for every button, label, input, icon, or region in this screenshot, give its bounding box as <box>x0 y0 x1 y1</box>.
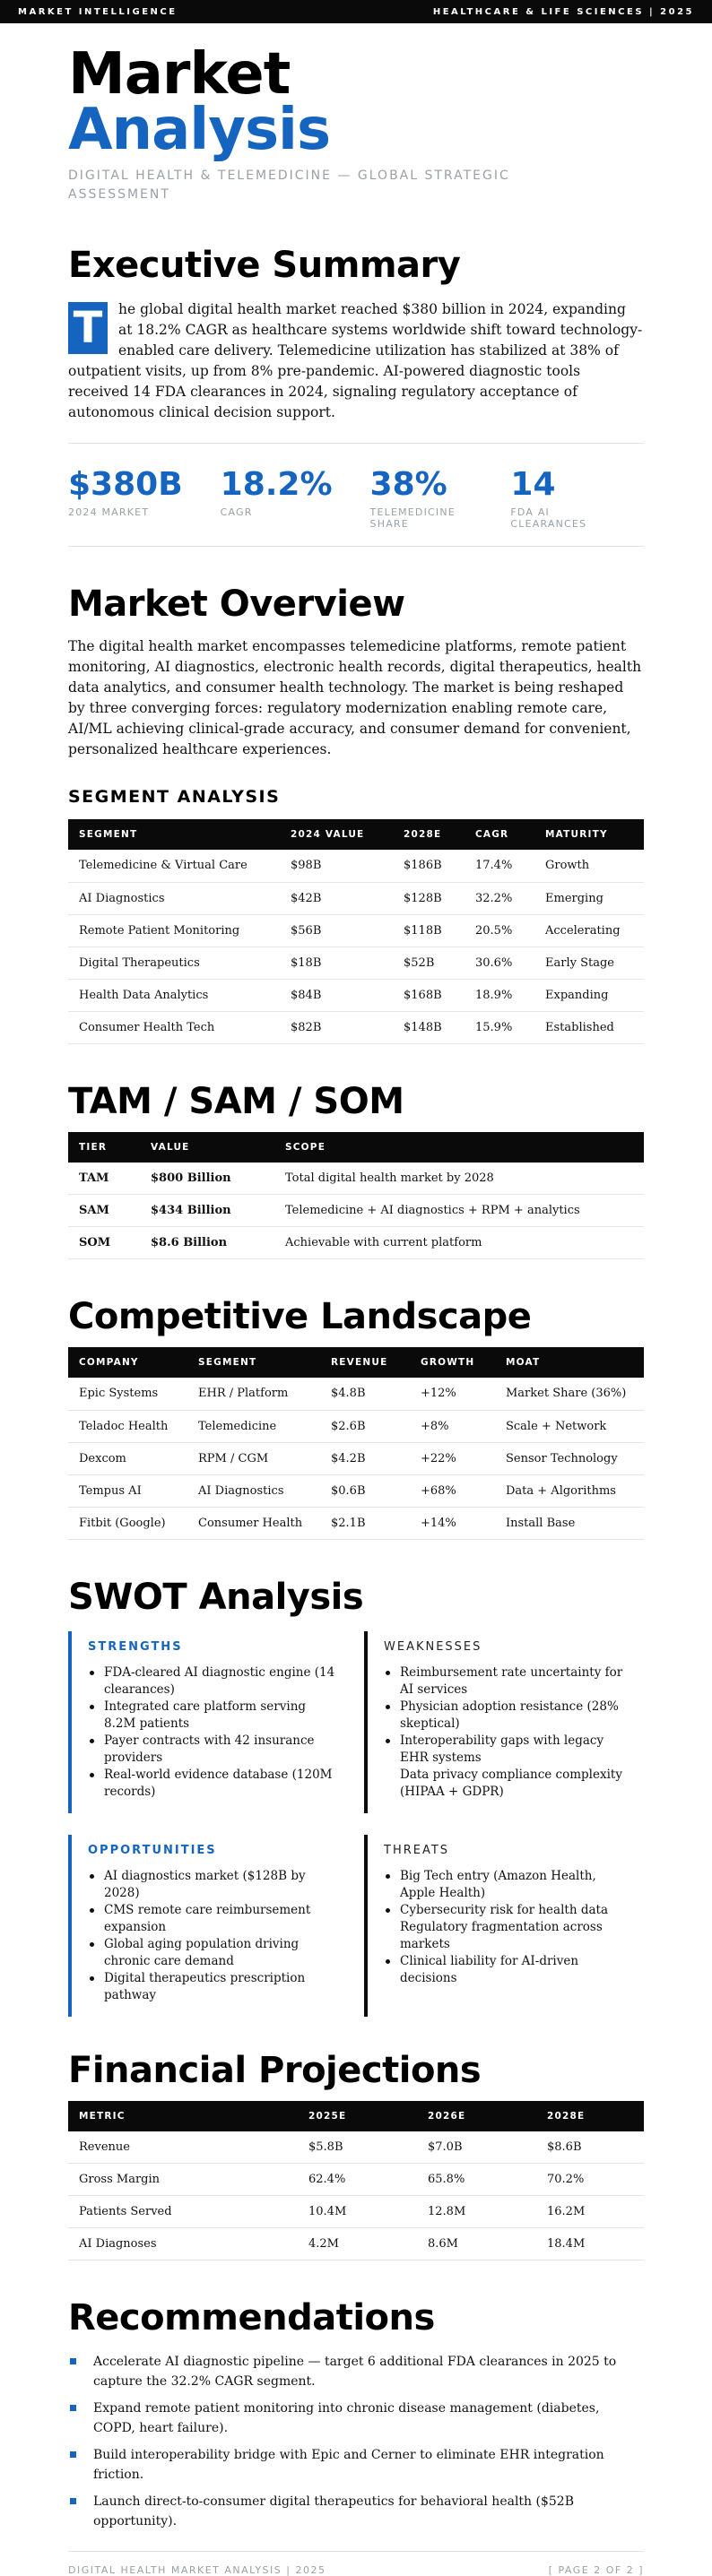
table-cell: AI Diagnoses <box>68 2228 298 2260</box>
table-cell: Emerging <box>534 882 644 914</box>
table-cell: Achievable with current platform <box>274 1227 644 1259</box>
stat-value: 14 <box>510 466 556 503</box>
col-header: TIER <box>68 1132 140 1163</box>
table-row <box>68 1410 644 1442</box>
executive-summary-heading: Executive Summary <box>68 245 461 286</box>
hero-title-line2: Analysis <box>68 97 331 163</box>
table-row <box>68 2228 644 2260</box>
table-cell: $56B <box>280 914 393 947</box>
col-header: 2026E <box>417 2101 536 2131</box>
table-cell: $4.8B <box>320 1378 410 1410</box>
col-header: VALUE <box>140 1132 274 1163</box>
footer <box>68 2552 644 2576</box>
table-cell: $186B <box>393 850 465 882</box>
swot-item: Physician adoption resistance (28% skeptical) <box>384 1699 635 1733</box>
swot-item: Integrated care platform serving 8.2M patients <box>88 1699 339 1733</box>
swot-weaknesses-title: WEAKNESSES <box>384 1639 482 1654</box>
table-cell: +68% <box>410 1474 495 1507</box>
swot-list <box>88 1664 339 1801</box>
table-cell: 10.4M <box>298 2196 417 2228</box>
swot-list <box>88 1868 339 2004</box>
table-row <box>68 979 644 1011</box>
table-cell: 15.9% <box>465 1011 534 1043</box>
swot-item: Global aging population driving chronic care demand <box>88 1936 339 1970</box>
table-cell: Early Stage <box>534 947 644 979</box>
stat-label: CAGR <box>220 506 253 518</box>
table-cell: AI Diagnostics <box>68 882 280 914</box>
segment-table <box>68 819 644 1044</box>
list-item: Accelerate AI diagnostic pipeline — target 6 additional FDA clearances in 2025 to capture the 32.2% CAGR segment. <box>68 2352 644 2391</box>
col-header: COMPANY <box>68 1347 187 1378</box>
swot-item: FDA-cleared AI diagnostic engine (14 clearances) <box>88 1664 339 1699</box>
stat-label: 2024 MARKET <box>68 506 150 518</box>
table-cell: Consumer Health <box>187 1507 320 1539</box>
table-cell: Fitbit (Google) <box>68 1507 187 1539</box>
table-cell: $2.6B <box>320 1410 410 1442</box>
table-cell: Total digital health market by 2028 <box>274 1163 644 1195</box>
table-cell: $7.0B <box>417 2131 536 2164</box>
table-row <box>68 2196 644 2228</box>
table-cell: Accelerating <box>534 914 644 947</box>
competitive-heading: Competitive Landscape <box>68 1296 532 1337</box>
swot-item: Real-world evidence database (120M records) <box>88 1767 339 1801</box>
col-header: GROWTH <box>410 1347 495 1378</box>
table-cell: +14% <box>410 1507 495 1539</box>
swot-item: Digital therapeutics prescription pathway <box>88 1970 339 2004</box>
swot-list <box>384 1868 635 1987</box>
table-cell: 18.9% <box>465 979 534 1011</box>
table-cell: Sensor Technology <box>495 1442 644 1474</box>
table-row <box>68 1011 644 1043</box>
table-cell: $8.6 Billion <box>140 1227 274 1259</box>
stat-value: 38% <box>369 466 447 503</box>
stat-fda <box>510 467 606 530</box>
table-cell: Expanding <box>534 979 644 1011</box>
table-cell: Digital Therapeutics <box>68 947 280 979</box>
table-row <box>68 947 644 979</box>
table-cell: $148B <box>393 1011 465 1043</box>
table-cell: 16.2M <box>536 2196 644 2228</box>
stat-telemedicine <box>370 467 473 530</box>
table-cell: $18B <box>280 947 393 979</box>
table-cell: $168B <box>393 979 465 1011</box>
swot-threats <box>364 1835 644 2017</box>
swot-item: AI diagnostics market ($128B by 2028) <box>88 1868 339 1902</box>
col-header: MATURITY <box>534 819 644 850</box>
col-header: REVENUE <box>320 1347 410 1378</box>
table-cell: 62.4% <box>298 2164 417 2196</box>
col-header: MOAT <box>495 1347 644 1378</box>
col-header: METRIC <box>68 2101 298 2131</box>
dropcap: T <box>68 302 108 354</box>
col-header: SEGMENT <box>68 819 280 850</box>
swot-strengths <box>68 1631 348 1813</box>
table-cell: AI Diagnostics <box>187 1474 320 1507</box>
table-cell: 20.5% <box>465 914 534 947</box>
stat-cagr <box>221 467 333 530</box>
list-item: Build interoperability bridge with Epic and Cerner to eliminate EHR integration friction. <box>68 2445 644 2485</box>
table-cell: Telemedicine <box>187 1410 320 1442</box>
table-cell: Telemedicine & Virtual Care <box>68 850 280 882</box>
table-cell: EHR / Platform <box>187 1378 320 1410</box>
table-cell: +8% <box>410 1410 495 1442</box>
table-cell: $52B <box>393 947 465 979</box>
table-cell: $0.6B <box>320 1474 410 1507</box>
table-row <box>68 2164 644 2196</box>
swot-item: Cybersecurity risk for health data <box>384 1902 635 1919</box>
segment-analysis-heading: SEGMENT ANALYSIS <box>68 787 281 807</box>
table-cell: Remote Patient Monitoring <box>68 914 280 947</box>
market-overview-text: The digital health market encompasses telemedicine platforms, remote patient monitoring, AI diagnostics, electronic health records, digital therapeutics, health data analytics, and consumer health technology. The market is being reshaped by three converging forces: regulatory modernization enabling remote care, AI/ML achieving clinical-grade accuracy, and consumer demand for convenient, personalized healthcare experiences. <box>68 638 642 757</box>
table-cell: Consumer Health Tech <box>68 1011 280 1043</box>
top-bar <box>0 0 712 23</box>
table-cell: Growth <box>534 850 644 882</box>
swot-item: Reimbursement rate uncertainty for AI services <box>384 1664 635 1699</box>
swot-item: Big Tech entry (Amazon Health, Apple Health) <box>384 1868 635 1902</box>
table-row <box>68 1163 644 1195</box>
col-header: 2025E <box>298 2101 417 2131</box>
key-stats <box>68 444 644 546</box>
table-cell: $118B <box>393 914 465 947</box>
table-cell: 30.6% <box>465 947 534 979</box>
table-row <box>68 1227 644 1259</box>
table-cell: 65.8% <box>417 2164 536 2196</box>
table-cell: Established <box>534 1011 644 1043</box>
hero-subtitle: DIGITAL HEALTH & TELEMEDICINE — GLOBAL STRATEGIC ASSESSMENT <box>68 169 510 202</box>
table-cell: SOM <box>68 1227 140 1259</box>
table-cell: $98B <box>280 850 393 882</box>
table-cell: $800 Billion <box>140 1163 274 1195</box>
swot-strengths-title: STRENGTHS <box>88 1639 183 1654</box>
financial-table <box>68 2101 644 2261</box>
list-item: Expand remote patient monitoring into chronic disease management (diabetes, COPD, heart failure). <box>68 2399 644 2438</box>
table-cell: $434 Billion <box>140 1195 274 1227</box>
stat-value: $380B <box>68 466 183 503</box>
table-cell: Dexcom <box>68 1442 187 1474</box>
table-row <box>68 882 644 914</box>
swot-item: Regulatory fragmentation across markets <box>400 1919 603 1951</box>
executive-summary-text <box>68 299 644 423</box>
col-header: 2028E <box>536 2101 644 2131</box>
competitive-table <box>68 1347 644 1540</box>
table-cell: 32.2% <box>465 882 534 914</box>
financial-heading: Financial Projections <box>68 2049 482 2091</box>
swot-threats-title: THREATS <box>384 1843 450 1857</box>
col-header: SCOPE <box>274 1132 644 1163</box>
swot-weaknesses <box>364 1631 644 1813</box>
hero-title-line1: Market <box>68 41 291 108</box>
table-cell: +12% <box>410 1378 495 1410</box>
col-header: SEGMENT <box>187 1347 320 1378</box>
table-row <box>68 1474 644 1507</box>
table-row <box>68 1442 644 1474</box>
tam-table <box>68 1132 644 1260</box>
table-cell: +22% <box>410 1442 495 1474</box>
stat-market <box>68 467 183 530</box>
table-cell: SAM <box>68 1195 140 1227</box>
table-cell: $5.8B <box>298 2131 417 2164</box>
table-row <box>68 914 644 947</box>
swot-list <box>384 1664 635 1801</box>
col-header: 2024 VALUE <box>280 819 393 850</box>
swot-item: Data privacy compliance complexity (HIPAA + GDPR) <box>400 1767 622 1799</box>
col-header: CAGR <box>465 819 534 850</box>
table-cell: TAM <box>68 1163 140 1195</box>
table-row <box>68 2131 644 2164</box>
swot-item: Clinical liability for AI-driven decisions <box>384 1953 635 1987</box>
table-cell: Market Share (36%) <box>495 1378 644 1410</box>
stat-value: 18.2% <box>220 466 333 503</box>
page-indicator: [ PAGE 2 OF 2 ] <box>548 2564 644 2576</box>
table-cell: Tempus AI <box>68 1474 187 1507</box>
swot-heading: SWOT Analysis <box>68 1576 364 1618</box>
swot-item: Payer contracts with 42 insurance providers <box>88 1733 339 1767</box>
table-cell: $82B <box>280 1011 393 1043</box>
table-cell: 17.4% <box>465 850 534 882</box>
table-row <box>68 1507 644 1539</box>
executive-summary-body: he global digital health market reached $380 billion in 2024, expanding at 18.2% CAGR as healthcare systems worldwide shift toward technology-enabled care delivery. Telemedicine utilization has stabilized at 38% of outpatient visits, up from 8% pre-pandemic. AI-powered diagnostic tools received 14 FDA clearances in 2024, signaling regulatory acceptance of autonomous clinical decision support. <box>68 301 643 420</box>
swot-opportunities <box>68 1835 348 2017</box>
table-cell: $4.2B <box>320 1442 410 1474</box>
table-cell: $2.1B <box>320 1507 410 1539</box>
recommendations-heading: Recommendations <box>68 2297 435 2338</box>
table-cell: Epic Systems <box>68 1378 187 1410</box>
table-cell: Scale + Network <box>495 1410 644 1442</box>
table-cell: $42B <box>280 882 393 914</box>
top-bar-left: MARKET INTELLIGENCE <box>18 6 178 17</box>
table-cell: Gross Margin <box>68 2164 298 2196</box>
table-cell: $8.6B <box>536 2131 644 2164</box>
col-header: 2028E <box>393 819 465 850</box>
list-item: Launch direct-to-consumer digital therapeutics for behavioral health ($52B opportunity). <box>68 2492 644 2531</box>
top-bar-right: HEALTHCARE & LIFE SCIENCES | 2025 <box>432 6 694 17</box>
table-cell: Health Data Analytics <box>68 979 280 1011</box>
swot-item: Interoperability gaps with legacy EHR systems <box>384 1733 635 1767</box>
market-overview-heading: Market Overview <box>68 583 405 625</box>
swot-opportunities-title: OPPORTUNITIES <box>88 1843 217 1857</box>
swot-item: CMS remote care reimbursement expansion <box>88 1902 339 1936</box>
table-cell: 8.6M <box>417 2228 536 2260</box>
table-cell: Telemedicine + AI diagnostics + RPM + analytics <box>274 1195 644 1227</box>
recommendations-list <box>68 2352 644 2531</box>
table-cell: RPM / CGM <box>187 1442 320 1474</box>
table-cell: Teladoc Health <box>68 1410 187 1442</box>
table-cell: 4.2M <box>298 2228 417 2260</box>
table-cell: Install Base <box>495 1507 644 1539</box>
swot-grid <box>68 1631 644 2017</box>
table-cell: 70.2% <box>536 2164 644 2196</box>
table-cell: Data + Algorithms <box>495 1474 644 1507</box>
tam-heading: TAM / SAM / SOM <box>68 1080 404 1122</box>
table-cell: $128B <box>393 882 465 914</box>
table-cell: 18.4M <box>536 2228 644 2260</box>
table-row <box>68 850 644 882</box>
stat-label: TELEMEDICINE SHARE <box>369 506 456 530</box>
table-row <box>68 1378 644 1410</box>
table-cell: Patients Served <box>68 2196 298 2228</box>
footer-left: DIGITAL HEALTH MARKET ANALYSIS | 2025 <box>68 2564 326 2576</box>
table-cell: 12.8M <box>417 2196 536 2228</box>
table-cell: Revenue <box>68 2131 298 2164</box>
table-row <box>68 1195 644 1227</box>
stat-label: FDA AI CLEARANCES <box>510 506 587 530</box>
table-cell: $84B <box>280 979 393 1011</box>
